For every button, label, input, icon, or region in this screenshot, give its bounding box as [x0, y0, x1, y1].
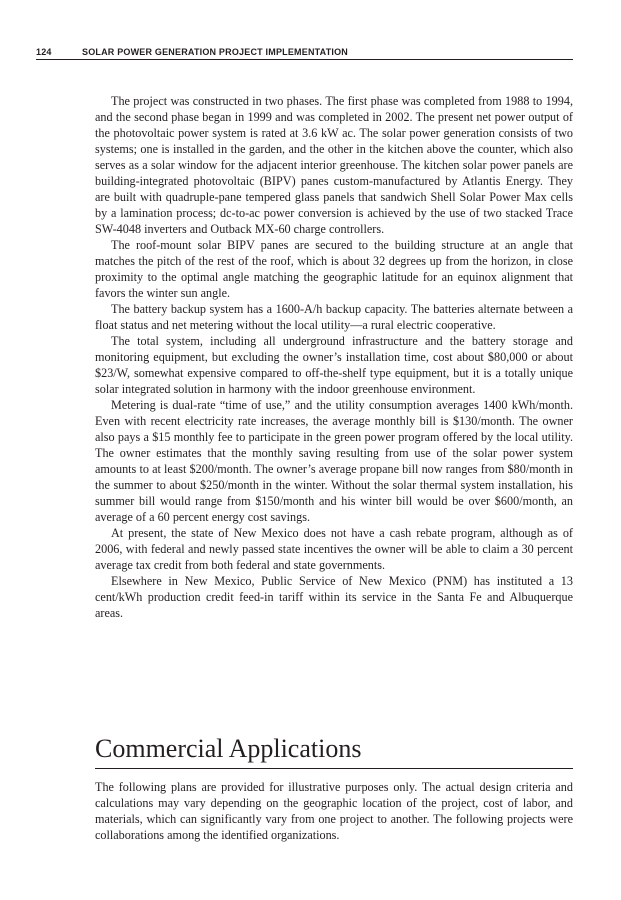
paragraph-metering: Metering is dual-rate “time of use,” and the utility consumption averages 1400 kWh/month. Even with recent electricity rate increases, the average monthly bill is $130/month. The owner also pays a $15 monthly fee to participate in the green power program offered by the local utility. The owner estimates that the monthly saving resulting from use of the solar power system amounts to at least $200/month. The owner’s average propane bill now ranges from $80/month in the summer to about $250/month in the winter. Without the solar thermal system installation, his summer bill would range from $150/month and his winter bill would be over $600/month, an average of a 60 percent energy cost savings.: [95, 398, 573, 524]
paragraph-battery-backup: The battery backup system has a 1600-A/h backup capacity. The batteries alternate between a float status and net metering without the local utility—a rural electric cooperative.: [95, 302, 573, 332]
section-body: [95, 779, 573, 843]
paragraph-tax-credit: At present, the state of New Mexico does not have a cash rebate program, although as of 2006, with federal and newly passed state incentives the owner will be able to claim a 30 percent average tax credit from both federal and state governments.: [95, 526, 573, 572]
paragraph-section-intro: The following plans are provided for illustrative purposes only. The actual design criteria and calculations may vary depending on the geographic location of the project, cost of labor, and materials, which can significantly vary from one project to another. The following projects were collaborations among the identified organizations.: [95, 780, 573, 842]
running-header: [36, 45, 573, 60]
body-text: [95, 93, 573, 621]
paragraph-roof-mount: The roof-mount solar BIPV panes are secured to the building structure at an angle that matches the pitch of the rest of the roof, which is about 32 degrees up from the horizon, in close proximity to the optimal angle matching the geographic latitude for an equinox alignment that favors the winter sun angle.: [95, 238, 573, 300]
paragraph-pnm-tariff: Elsewhere in New Mexico, Public Service of New Mexico (PNM) has instituted a 13 cent/kWh production credit feed-in tariff within its service in the Santa Fe and Albuquerque areas.: [95, 574, 573, 620]
running-title: SOLAR POWER GENERATION PROJECT IMPLEMENTATION: [82, 47, 349, 57]
section-heading: Commercial Applications: [95, 733, 573, 769]
paragraph-system-cost: The total system, including all underground infrastructure and the battery storage and monitoring equipment, but excluding the owner’s installation time, cost about $80,000 or about $23/W, somewhat expensive compared to off-the-shelf type equipment, but it is a totally unique solar integrated solution in harmony with the indoor greenhouse environment.: [95, 334, 573, 396]
page-number: 124: [36, 47, 52, 57]
paragraph-project-phases: The project was constructed in two phases. The first phase was completed from 1988 to 1994, and the second phase began in 1999 and was completed in 2002. The present net power output of the photovoltaic power system is rated at 3.6 kW ac. The solar power generation consists of two systems; one is installed in the garden, and the other in the kitchen above the counter, which also serves as a solar window for the adjacent interior greenhouse. The kitchen solar power panels are building-integrated photovoltaic (BIPV) panes custom-manufactured by Atlantis Energy. They are built with quadruple-pane tempered glass panels that sandwich Shell Solar Power Max cells by a lamination process; dc-to-ac power conversion is achieved by the use of two stacked Trace SW-4048 inverters and Outback MX-60 charge controllers.: [95, 94, 573, 236]
